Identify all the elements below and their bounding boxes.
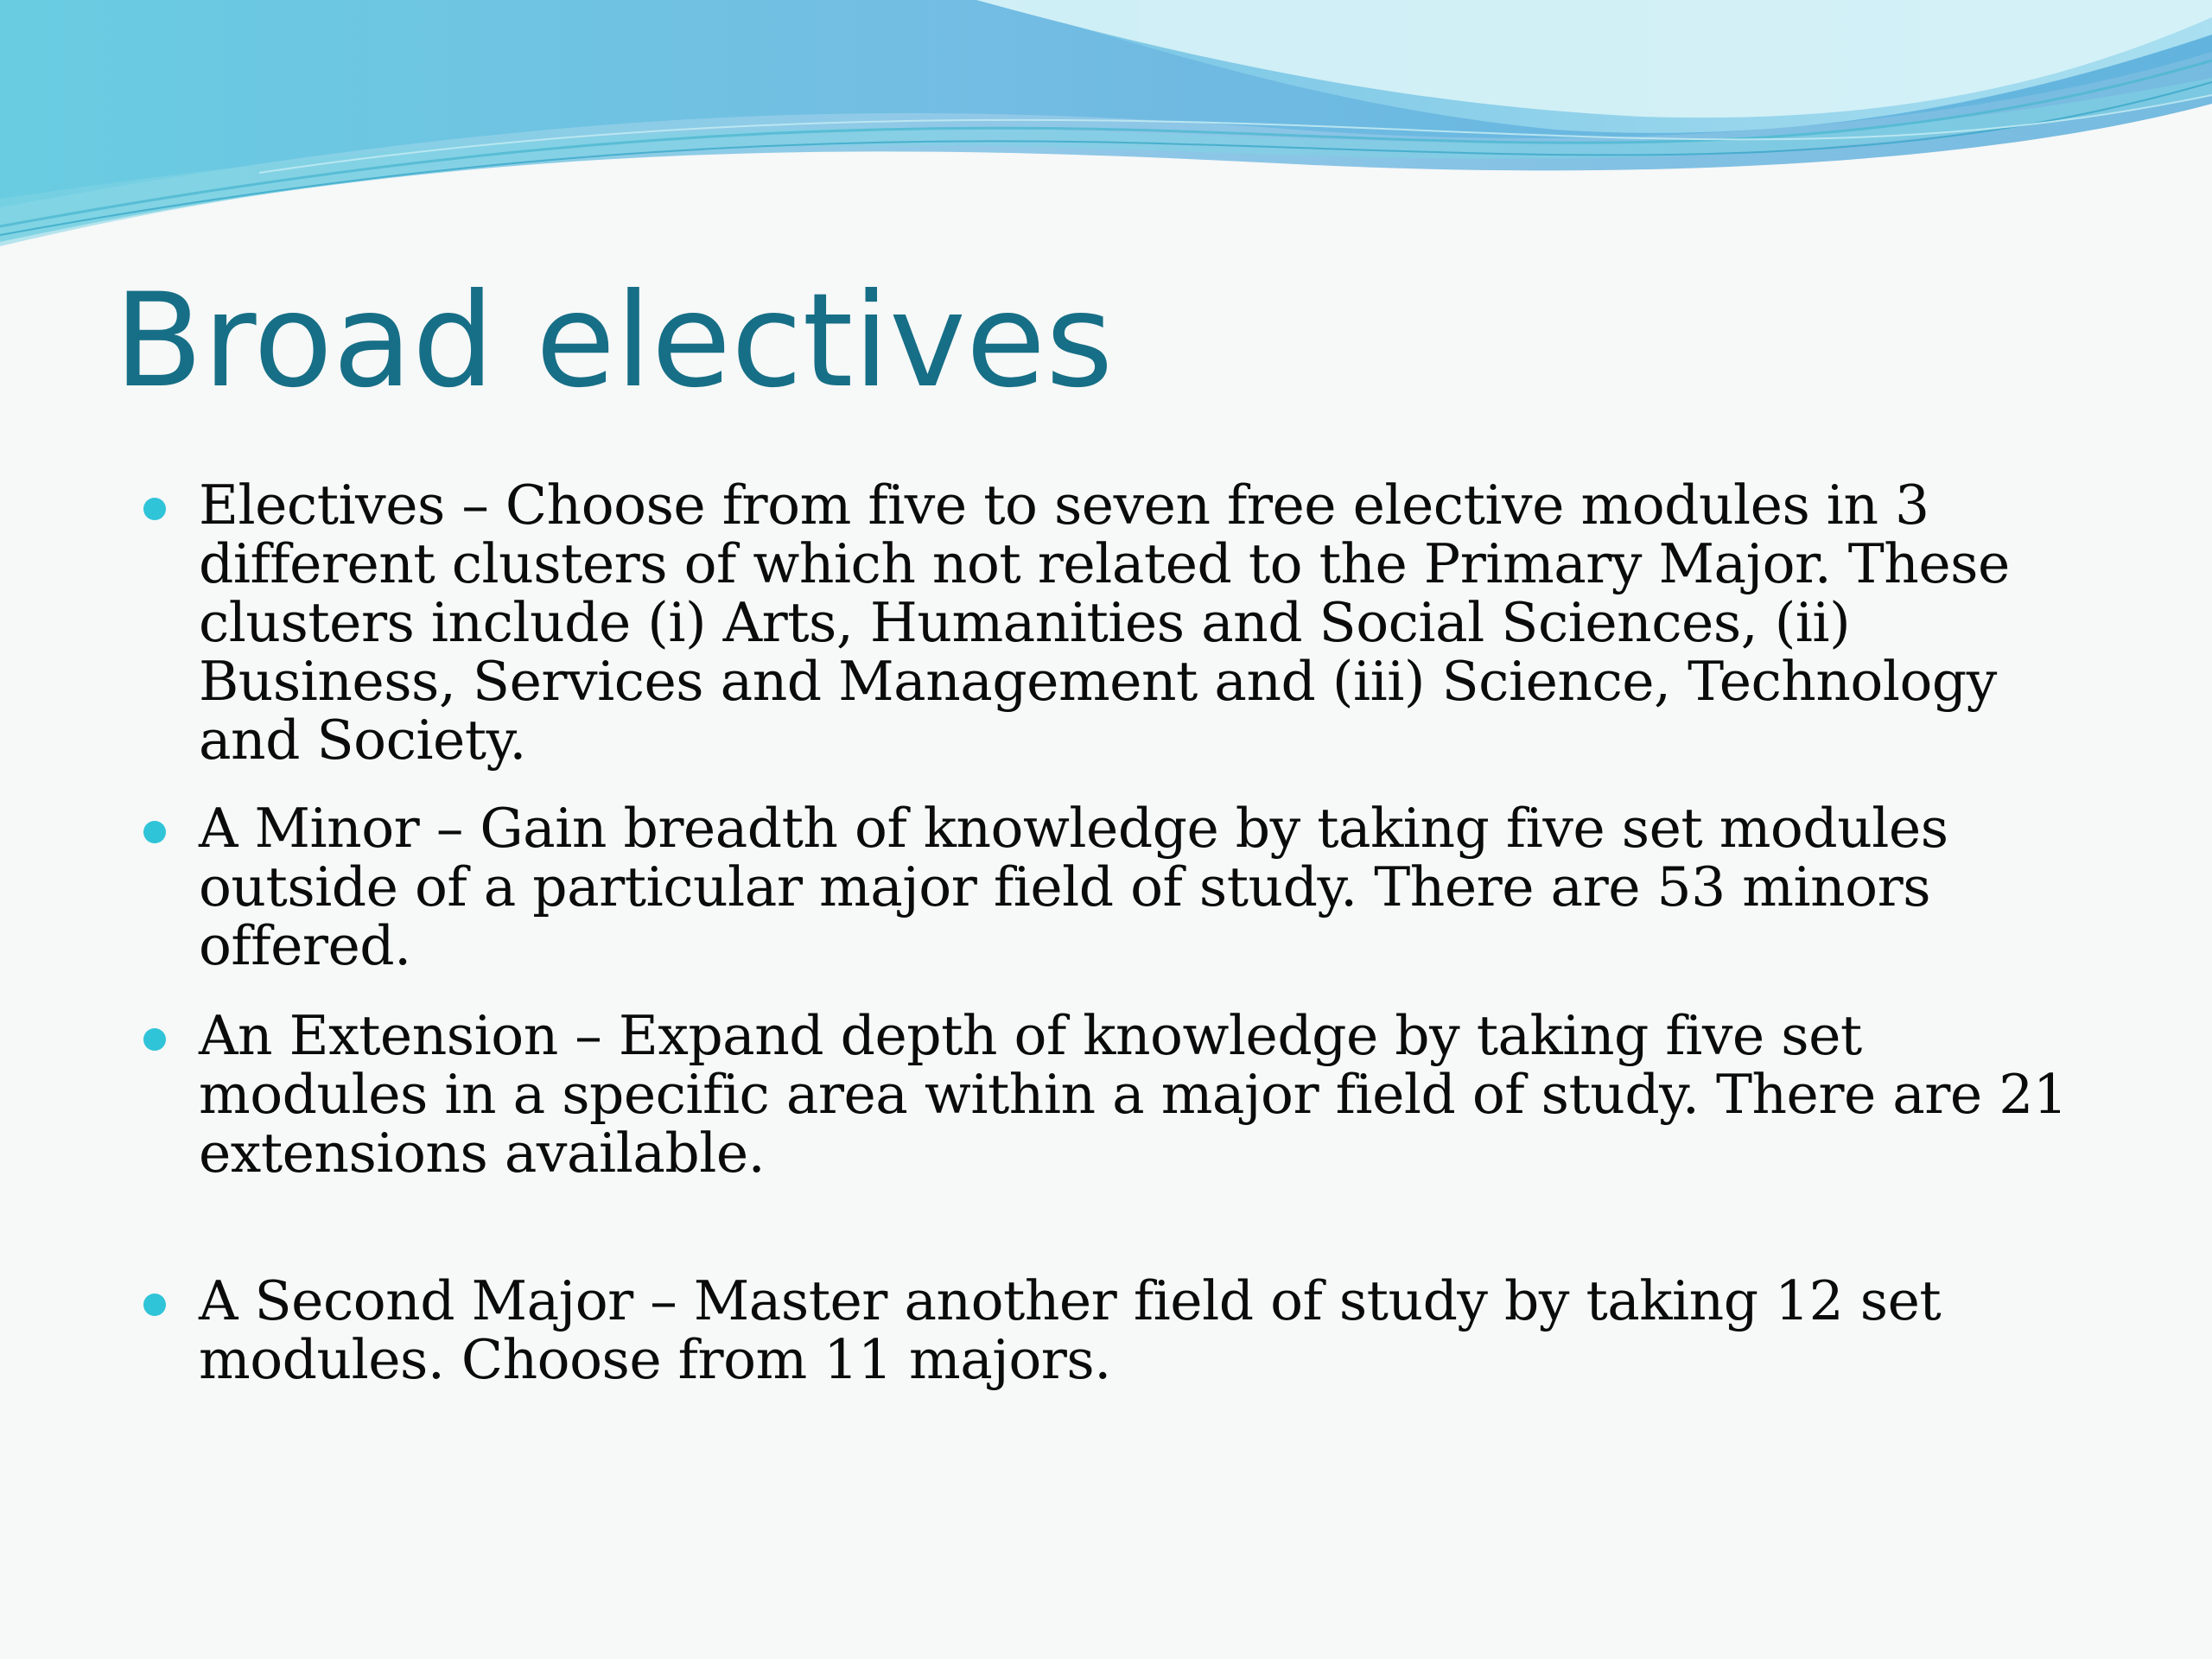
bullet-text: Electives – Choose from five to seven free elective modules in 3 different clusters of which not related to the Primary Major. These clusters include (i) Arts, Humanities and Social Sciences, (ii) Business, Services and Management and (iii) Science, Technology and Society. bbox=[199, 474, 2010, 772]
bullet-text: A Minor – Gain breadth of knowledge by taking five set modules outside of a particular major field of study. There are 53 minors offered. bbox=[199, 797, 1948, 977]
bullet-dot-icon bbox=[143, 498, 166, 520]
slide-title: Broad electives bbox=[114, 266, 1114, 416]
bullet-item-electives bbox=[199, 476, 2082, 770]
bullet-item-minor bbox=[199, 799, 2082, 976]
bullet-dot-icon bbox=[143, 1294, 166, 1316]
bullet-text: A Second Major – Master another field of study by taking 12 set modules. Choose from 11 majors. bbox=[199, 1269, 1942, 1391]
header-wave-decoration bbox=[0, 0, 2212, 259]
bullet-dot-icon bbox=[143, 821, 166, 843]
bullet-item-second-major bbox=[199, 1269, 2082, 1391]
bullet-item-extension bbox=[199, 1004, 2082, 1185]
bullet-text: An Extension – Expand depth of knowledge by taking five set modules in a specific area within a major field of study. There are 21 extensions available. bbox=[199, 1004, 2068, 1185]
bullet-dot-icon bbox=[143, 1028, 166, 1051]
